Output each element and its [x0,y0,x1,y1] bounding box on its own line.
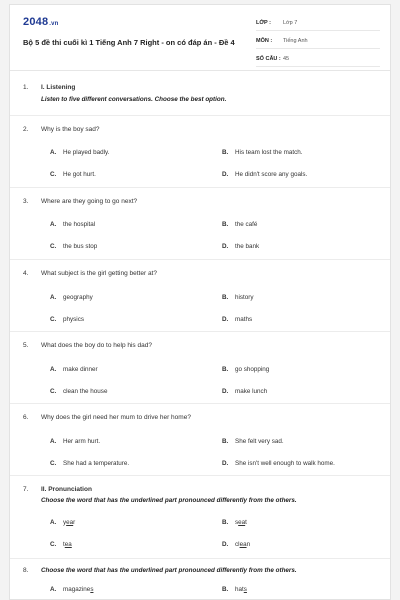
document-header [10,5,390,71]
section-heading: I. Listening [41,84,76,91]
option-b[interactable]: B. seat [222,519,247,526]
section-heading: II. Pronunciation [41,486,92,493]
divider [10,558,391,559]
question-number: 5. [23,342,29,349]
question-text: Where are they going to go next? [41,198,138,205]
option-a[interactable]: A. the hospital [50,221,96,228]
meta-label: LỚP : [256,20,271,26]
option-a[interactable]: A. make dinner [50,366,98,373]
option-b[interactable]: B. hats [222,586,247,593]
document-meta [256,16,380,70]
question-text: Why is the boy sad? [41,126,100,133]
option-c[interactable]: C. tea [50,541,72,548]
option-b[interactable]: B. the café [222,221,258,228]
question-number: 6. [23,414,29,421]
section-instruction: Listen to five different conversations. Choose the best option. [41,96,227,103]
site-logo[interactable]: 2048.vn [23,16,59,28]
meta-row-class [256,16,380,31]
option-b[interactable]: B. His team lost the match. [222,149,303,156]
option-d[interactable]: D. clean [222,541,251,548]
option-c[interactable]: C. She had a temperature. [50,460,130,467]
document-title: Bộ 5 đề thi cuối kì 1 Tiếng Anh 7 Right - on có đáp án - Đề 4 [23,38,235,47]
option-b[interactable]: B. history [222,294,254,301]
divider [10,475,391,476]
option-c[interactable]: C. He got hurt. [50,171,96,178]
option-a[interactable]: A. He played badly. [50,149,110,156]
meta-value: 45 [283,56,290,62]
divider [10,403,391,404]
question-number: 3. [23,198,29,205]
divider [10,115,391,116]
section-instruction: Choose the word that has the underlined part pronounced differently from the others. [41,497,297,504]
question-instruction: Choose the word that has the underlined part pronounced differently from the others. [41,567,297,574]
option-d[interactable]: D. make lunch [222,388,268,395]
question-number: 8. [23,567,29,574]
meta-value: Tiếng Anh [283,38,308,44]
meta-row-count [256,52,380,67]
option-a[interactable]: A. magazines [50,586,94,593]
option-a[interactable]: A. Her arm hurt. [50,438,101,445]
meta-row-subject [256,34,380,49]
question-text: What subject is the girl getting better at? [41,270,157,277]
option-b[interactable]: B. go shopping [222,366,270,373]
meta-label: SỐ CÂU : [256,56,281,62]
option-d[interactable]: D. He didn't score any goals. [222,171,308,178]
question-number: 1. [23,84,29,91]
option-a[interactable]: A. geography [50,294,93,301]
option-c[interactable]: C. physics [50,316,84,323]
question-text: Why does the girl need her mum to drive her home? [41,414,191,421]
meta-label: MÔN : [256,38,273,44]
divider [10,259,391,260]
option-d[interactable]: D. maths [222,316,253,323]
question-number: 4. [23,270,29,277]
divider [10,331,391,332]
option-d[interactable]: D. the bank [222,243,260,250]
option-d[interactable]: D. She isn't well enough to walk home. [222,460,335,467]
option-a[interactable]: A. year [50,519,76,526]
document-page [9,4,391,600]
question-number: 7. [23,486,29,493]
option-c[interactable]: C. clean the house [50,388,108,395]
meta-value: Lớp 7 [283,20,298,26]
option-b[interactable]: B. She felt very sad. [222,438,284,445]
divider [10,187,391,188]
question-number: 2. [23,126,29,133]
option-c[interactable]: C. the bus stop [50,243,98,250]
question-text: What does the boy do to help his dad? [41,342,152,349]
